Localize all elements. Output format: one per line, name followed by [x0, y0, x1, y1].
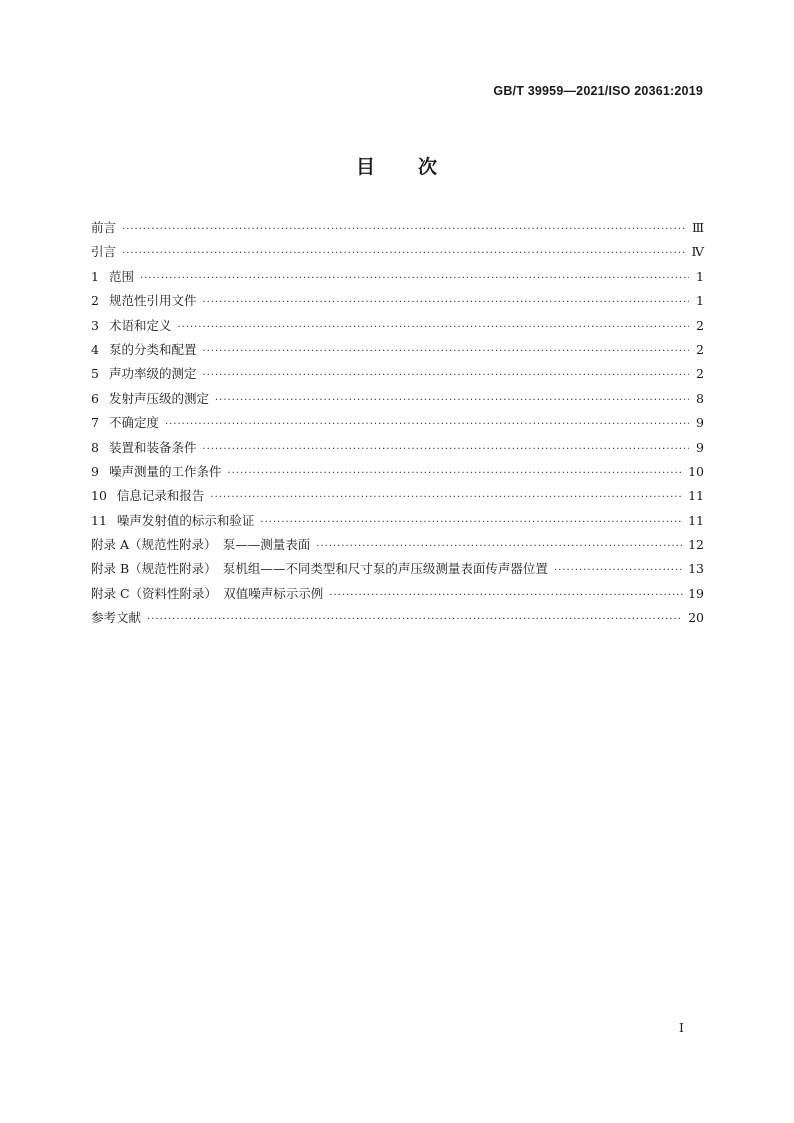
toc-entry-number: 4: [91, 341, 99, 357]
toc-dot-leader: [210, 486, 683, 510]
toc-entry[interactable]: [91, 240, 704, 264]
table-of-contents: [91, 216, 704, 631]
toc-entry-label: 噪声发射值的标示和验证: [116, 512, 255, 528]
toc-dot-leader: [147, 608, 683, 632]
toc-dot-leader: [202, 340, 689, 364]
toc-entry-page: 9: [696, 415, 704, 431]
toc-entry[interactable]: [91, 582, 704, 606]
toc-entry-page: 12: [688, 537, 704, 553]
toc-entry-page: 2: [696, 366, 704, 382]
toc-entry-label: 参考文献: [91, 610, 142, 626]
toc-entry-page: Ⅳ: [691, 244, 704, 260]
page-number: I: [679, 1020, 684, 1035]
toc-entry-label: 范围: [108, 268, 134, 284]
toc-title-part1: 目: [355, 156, 376, 178]
toc-entry[interactable]: [91, 460, 704, 484]
toc-entry-label: 附录 C（资料性附录） 双值噪声标示示例: [91, 585, 324, 601]
toc-dot-leader: [177, 316, 689, 340]
toc-entry-label: 术语和定义: [108, 317, 172, 333]
toc-entry-page: 11: [688, 488, 704, 504]
toc-entry-page: Ⅲ: [691, 220, 704, 235]
toc-entry-label: 声功率级的测定: [108, 366, 197, 382]
toc-entry-number: 3: [91, 317, 99, 333]
toc-title: [0, 152, 794, 179]
toc-entry-number: 1: [91, 268, 99, 284]
toc-entry[interactable]: [91, 387, 704, 411]
toc-entry-number: 5: [91, 366, 99, 382]
toc-entry-number: 8: [91, 439, 99, 455]
toc-entry-label: 附录 A（规范性附录） 泵——测量表面: [91, 537, 311, 553]
toc-dot-leader: [202, 438, 689, 462]
toc-entry[interactable]: [91, 265, 704, 289]
toc-entry-label: 规范性引用文件: [108, 293, 197, 309]
toc-entry[interactable]: [91, 362, 704, 386]
toc-entry-page: 10: [688, 463, 704, 479]
toc-entry-label: 前言: [91, 220, 117, 235]
toc-dot-leader: [329, 584, 683, 608]
toc-entry[interactable]: [91, 606, 704, 630]
toc-entry-label: 引言: [91, 244, 117, 260]
toc-entry-number: 9: [91, 463, 99, 479]
toc-entry-page: 11: [688, 512, 704, 528]
toc-entry[interactable]: [91, 509, 704, 533]
toc-dot-leader: [122, 242, 686, 266]
toc-dot-leader: [215, 389, 689, 413]
toc-entry-number: 7: [91, 415, 99, 431]
toc-entry[interactable]: [91, 216, 704, 240]
toc-entry-page: 2: [696, 317, 704, 333]
toc-entry-page: 13: [688, 561, 704, 577]
standard-code: GB/T 39959—2021/ISO 20361:2019: [493, 84, 703, 98]
toc-entry-number: 11: [91, 512, 107, 528]
toc-entry-page: 1: [696, 293, 704, 309]
toc-dot-leader: [202, 364, 689, 388]
toc-entry-page: 19: [688, 585, 704, 601]
toc-entry-label: 装置和装备条件: [108, 439, 197, 455]
toc-entry-label: 不确定度: [108, 415, 159, 431]
toc-entry-page: 8: [696, 390, 704, 406]
toc-entry[interactable]: [91, 314, 704, 338]
toc-entry-page: 1: [696, 268, 704, 284]
toc-dot-leader: [140, 267, 689, 291]
toc-entry-number: 6: [91, 390, 99, 406]
toc-entry-page: 2: [696, 341, 704, 357]
toc-entry-label: 发射声压级的测定: [108, 390, 209, 406]
toc-entry[interactable]: [91, 484, 704, 508]
toc-entry-number: 2: [91, 293, 99, 309]
toc-dot-leader: [122, 218, 687, 242]
toc-entry[interactable]: [91, 411, 704, 435]
toc-dot-leader: [165, 413, 689, 437]
toc-dot-leader: [260, 511, 683, 535]
toc-entry-number: 10: [91, 488, 107, 504]
toc-dot-leader: [227, 462, 683, 486]
toc-entry-label: 附录 B（规范性附录） 泵机组——不同类型和尺寸泵的声压级测量表面传声器位置: [91, 561, 548, 577]
toc-title-part2: 次: [418, 156, 439, 178]
toc-entry[interactable]: [91, 557, 704, 581]
toc-entry[interactable]: [91, 338, 704, 362]
toc-entry-page: 20: [688, 610, 704, 626]
toc-dot-leader: [202, 291, 689, 315]
toc-entry-label: 泵的分类和配置: [108, 341, 197, 357]
toc-entry[interactable]: [91, 289, 704, 313]
toc-entry-label: 信息记录和报告: [116, 488, 205, 504]
toc-entry[interactable]: [91, 533, 704, 557]
toc-entry-page: 9: [696, 439, 704, 455]
toc-entry[interactable]: [91, 436, 704, 460]
toc-dot-leader: [316, 535, 683, 559]
toc-dot-leader: [554, 559, 683, 583]
toc-entry-label: 噪声测量的工作条件: [108, 463, 222, 479]
